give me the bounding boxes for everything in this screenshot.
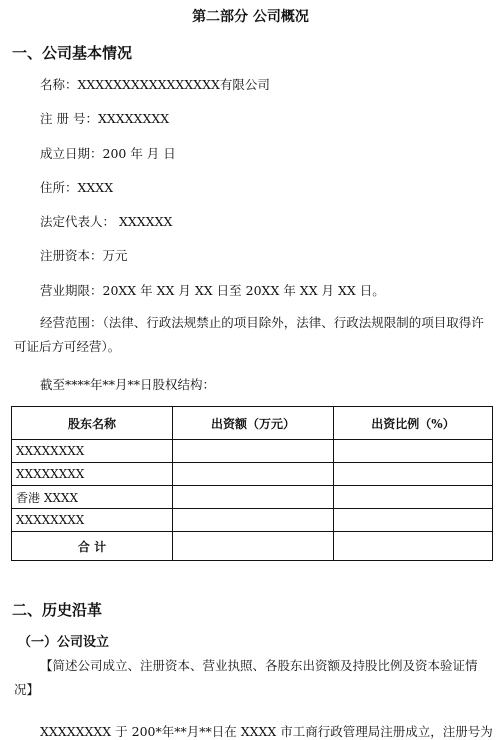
amount-cell — [173, 463, 334, 486]
amount-cell — [173, 440, 334, 463]
ratio-cell — [334, 486, 493, 509]
address-line: 住所：XXXX — [40, 180, 114, 195]
established-date-line: 成立日期：200 年 月 日 — [40, 146, 176, 161]
establishment-note-paragraph: 【简述公司成立、注册资本、营业执照、各股东出资额及持股比例及资本验证情况】 — [14, 658, 478, 697]
table-row — [12, 440, 493, 463]
table-row — [12, 509, 493, 532]
table-total-row — [12, 532, 493, 561]
total-ratio-cell — [334, 532, 493, 561]
amount-cell — [173, 509, 334, 532]
shareholder-name-cell: XXXXXXXX — [12, 463, 173, 486]
page-title: 第二部分 公司概况 — [192, 9, 309, 25]
section-heading-basic-info: 一、公司基本情况 — [12, 44, 133, 62]
shareholder-name-cell: 香港 XXXX — [12, 486, 173, 509]
column-header-amount: 出资额（万元） — [173, 407, 334, 440]
table-row — [12, 463, 493, 486]
section-heading-history: 二、历史沿革 — [12, 601, 103, 619]
column-header-ratio: 出资比例（%） — [334, 407, 493, 440]
ownership-as-of-line: 截至****年**月**日股权结构： — [40, 377, 216, 392]
shareholder-name-cell: XXXXXXXX — [12, 509, 173, 532]
column-header-shareholder: 股东名称 — [12, 407, 173, 440]
registered-capital-line: 注册资本：万元 — [40, 248, 128, 263]
table-header-row — [12, 407, 493, 440]
ratio-cell — [334, 509, 493, 532]
shareholder-table — [11, 406, 493, 561]
establishment-body-line: XXXXXXXX 于 200*年**月**日在 XXXX 市工商行政管理局注册成立，注册号为 — [40, 724, 493, 739]
subsection-heading-establishment: （一）公司设立 — [18, 635, 110, 650]
company-name-line: 名称：XXXXXXXXXXXXXXXX有限公司 — [40, 77, 270, 92]
business-term-line: 营业期限：20XX 年 XX 月 XX 日至 20XX 年 XX 月 XX 日。 — [40, 283, 385, 298]
registration-number-line: 注 册 号：XXXXXXXX — [40, 111, 170, 126]
ratio-cell — [334, 440, 493, 463]
shareholder-name-cell: XXXXXXXX — [12, 440, 173, 463]
total-label-cell: 合 计 — [12, 532, 173, 561]
table-row — [12, 486, 493, 509]
total-amount-cell — [173, 532, 334, 561]
amount-cell — [173, 486, 334, 509]
business-scope-paragraph: 经营范围：（法律、行政法规禁止的项目除外，法律、行政法规限制的项目取得许可证后方可经营）。 — [14, 315, 484, 354]
legal-representative-line: 法定代表人： XXXXXX — [40, 214, 173, 229]
ratio-cell — [334, 463, 493, 486]
